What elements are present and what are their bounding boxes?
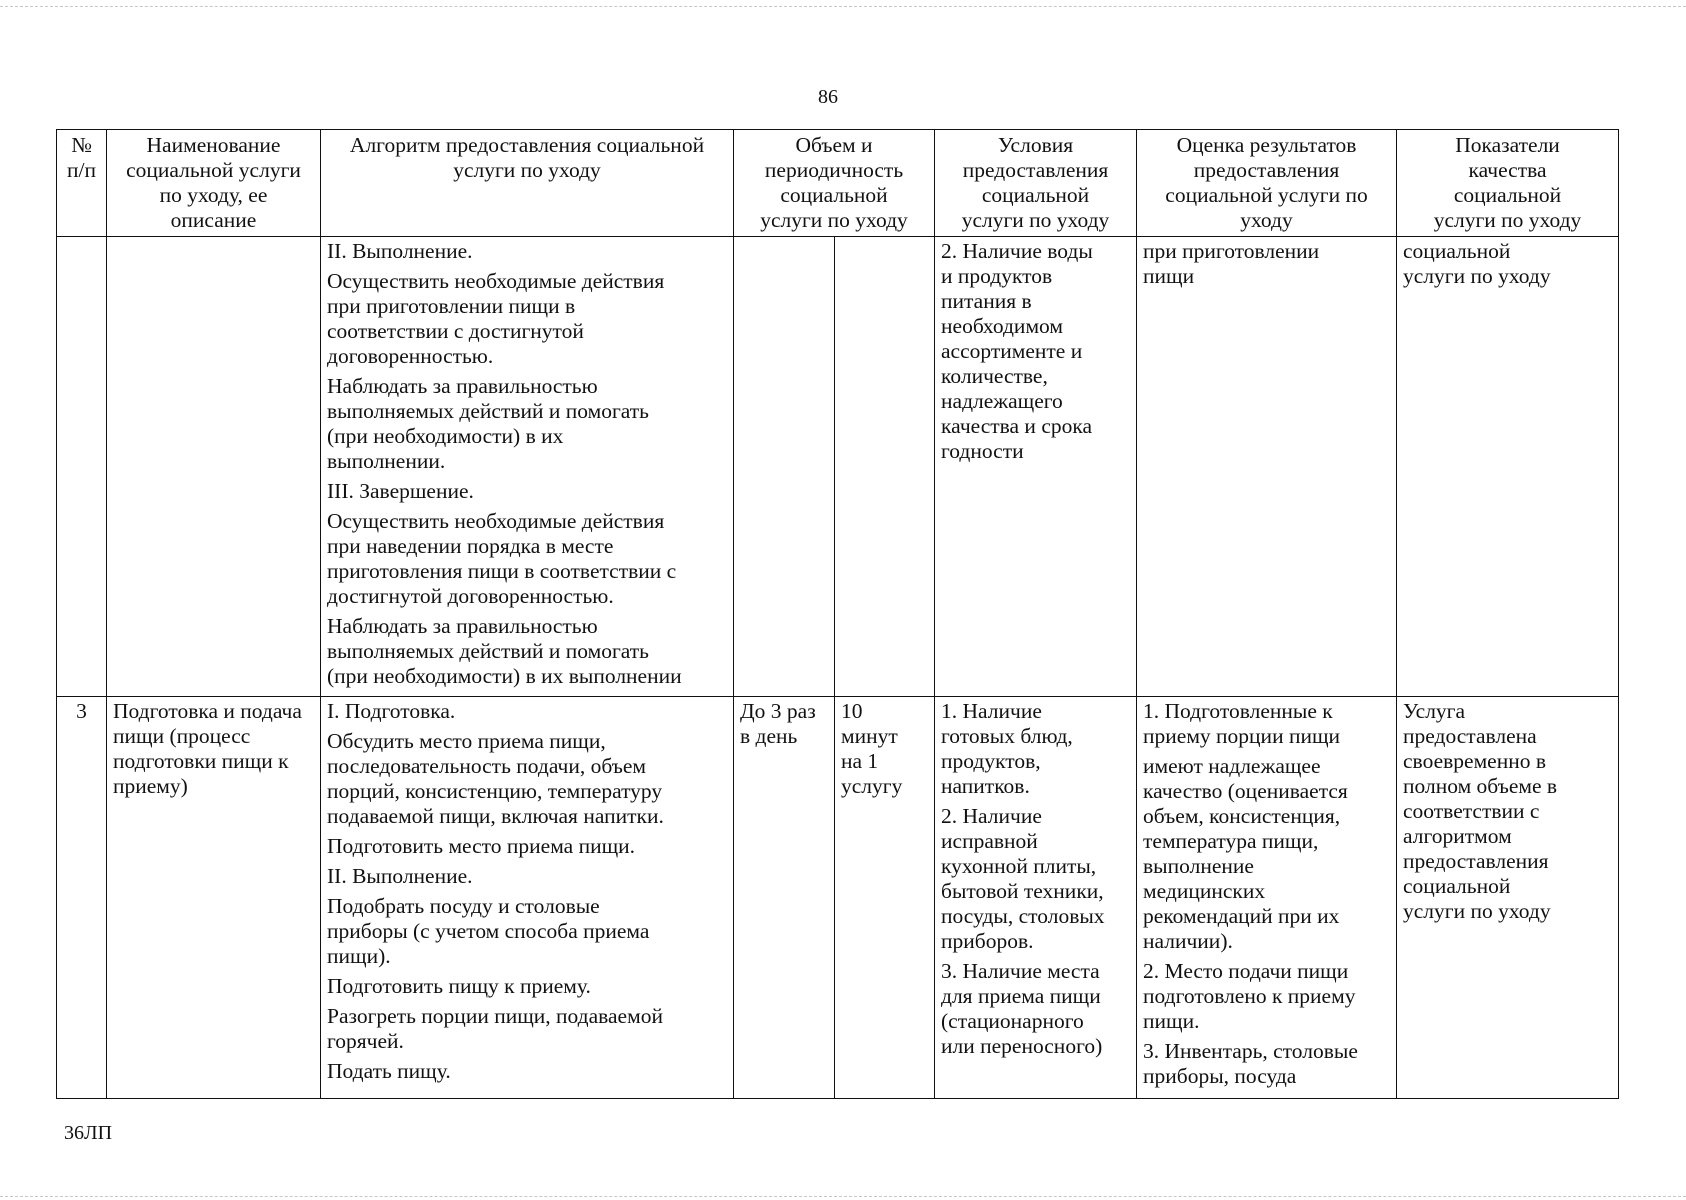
cell-text-line: социальной (1403, 874, 1511, 898)
cell-text-line: Наименование (146, 133, 281, 157)
cell-quality (1397, 697, 1619, 1099)
cell-text-line: Подготовка и подача (113, 699, 302, 723)
cell-text-line: выполнение (1143, 854, 1254, 878)
cell-text-line: горячей. (327, 1029, 404, 1053)
cell-service-name (107, 237, 321, 697)
cell-text-line: или переносного) (941, 1034, 1103, 1058)
cell-paragraph (941, 804, 1130, 954)
cell-text-line: (при необходимости) в их (327, 424, 564, 448)
cell-text-line: Условия (997, 133, 1074, 157)
cell-text-line: при приготовлении пищи в (327, 294, 576, 318)
cell-text-line: в день (740, 724, 798, 748)
cell-text-line: приему) (113, 774, 188, 798)
cell-text-line: Разогреть порции пищи, подаваемой (327, 1004, 663, 1028)
cell-text-line: Подобрать посуду и столовые (327, 894, 600, 918)
cell-text-line: годности (941, 439, 1024, 463)
cell-volume (734, 237, 835, 697)
header-quality (1397, 130, 1619, 237)
cell-text-line: алгоритмом (1403, 824, 1512, 848)
cell-text-line: услуги по уходу (453, 158, 601, 182)
cell-text-line: социальной услуги по (1165, 183, 1368, 207)
cell-paragraph (327, 374, 727, 474)
cell-text-line: услуги по уходу (760, 208, 908, 232)
cell-text-line: подготовки пищи к (113, 749, 289, 773)
cell-paragraph (1143, 1039, 1390, 1089)
cell-text-line: питания в (941, 289, 1032, 313)
cell-text-line: качества и срока (941, 414, 1093, 438)
cell-paragraph (1143, 754, 1390, 954)
cell-text-line: приборов. (941, 929, 1034, 953)
cell-text-line: 1. Наличие (941, 699, 1042, 723)
cell-text-line: наличии). (1143, 929, 1233, 953)
cell-text-line: предоставления (1403, 849, 1549, 873)
cell-paragraph (941, 959, 1130, 1059)
cell-text-line: имеют надлежащее (1143, 754, 1321, 778)
cell-text-line: пищи. (1143, 1009, 1200, 1033)
cell-evaluation (1137, 697, 1397, 1099)
cell-text-line: Услуга (1403, 699, 1466, 723)
cell-text-line: социальной (981, 183, 1090, 207)
cell-volume (734, 697, 835, 1099)
cell-text-line: п/п (67, 158, 96, 182)
cell-text-line: социальной (780, 183, 888, 207)
cell-text-line: пищи). (327, 944, 391, 968)
cell-text-line: качество (оценивается (1143, 779, 1348, 803)
cell-text-line: уходу (1240, 208, 1293, 232)
cell-text-line: качества (1468, 158, 1547, 182)
cell-text-line: объем, консистенция, (1143, 804, 1341, 828)
cell-text-line: при приготовлении (1143, 239, 1320, 263)
cell-text-line: До 3 раз (740, 699, 816, 723)
cell-text-line: своевременно в (1403, 749, 1546, 773)
cell-text-line: напитков. (941, 774, 1030, 798)
cell-paragraph (1143, 699, 1390, 749)
cell-text-line: (стационарного (941, 1009, 1084, 1033)
cell-text-line: необходимом (941, 314, 1063, 338)
cell-text-line: приему порции пищи (1143, 724, 1341, 748)
cell-paragraph (1143, 239, 1390, 289)
cell-text-line: достигнутой договоренностью. (327, 584, 614, 608)
header-number (57, 130, 107, 237)
cell-text-line: приборы (с учетом способа приема (327, 919, 650, 943)
cell-text-line: услуги по уходу (961, 208, 1110, 232)
cell-text-line: рекомендаций при их (1143, 904, 1340, 928)
cell-text-line: Подать пищу. (327, 1059, 451, 1083)
cell-text-line: социальной услуги (126, 158, 301, 182)
cell-text-line: выполнении. (327, 449, 446, 473)
cell-text-line: по уходу, ее (159, 183, 268, 207)
cell-text-line: социальной (1403, 239, 1511, 263)
cell-service-name (107, 697, 321, 1099)
cell-paragraph (1143, 959, 1390, 1034)
cell-text-line: Подготовить пищу к приему. (327, 974, 591, 998)
cell-text-line: Наблюдать за правильностью (327, 614, 598, 638)
cell-paragraph (941, 699, 1130, 799)
cell-text-line: Осуществить необходимые действия (327, 269, 665, 293)
cell-text-line: посуды, столовых (941, 904, 1105, 928)
cell-text-line: приготовления пищи в соответствии с (327, 559, 677, 583)
cell-paragraph (327, 509, 727, 609)
cell-text-line: III. Завершение. (327, 479, 474, 503)
cell-paragraph (327, 894, 727, 969)
document-code: 36ЛП (64, 1122, 113, 1144)
table-row (57, 237, 1619, 697)
cell-text-line: надлежащего (941, 389, 1063, 413)
table-row (57, 697, 1619, 1099)
cell-text-line: Алгоритм предоставления социальной (349, 133, 705, 157)
cell-text-line: выполняемых действий и помогать (327, 639, 649, 663)
cell-quality (1397, 237, 1619, 697)
cell-text-line: кухонной плиты, (941, 854, 1097, 878)
cell-text-line: 2. Наличие воды (941, 239, 1093, 263)
cell-text-line: 3. Инвентарь, столовые (1143, 1039, 1358, 1063)
cell-paragraph (327, 729, 727, 829)
cell-text-line: при наведении порядка в месте (327, 534, 614, 558)
cell-periodicity (835, 237, 935, 697)
header-service-name (107, 130, 321, 237)
cell-text-line: 2. Наличие (941, 804, 1042, 828)
cell-text-line: порций, консистенцию, температуру (327, 779, 663, 803)
cell-algorithm (321, 697, 734, 1099)
cell-text-line: Наблюдать за правильностью (327, 374, 598, 398)
cell-text-line: услуги по уходу (1403, 264, 1551, 288)
cell-text-line: предоставления (1193, 158, 1340, 182)
cell-text-line: услуги по уходу (1403, 899, 1551, 923)
cell-paragraph (327, 1004, 727, 1054)
cell-text-line: предоставлена (1403, 724, 1537, 748)
cell-periodicity (835, 697, 935, 1099)
cell-text-line: соответствии с (1403, 799, 1540, 823)
cell-text-line: полном объеме в (1403, 774, 1558, 798)
header-conditions (935, 130, 1137, 237)
cell-number (57, 237, 107, 697)
cell-paragraph (941, 239, 1130, 464)
cell-text-line: пищи (1143, 264, 1195, 288)
cell-text-line: соответствии с достигнутой (327, 319, 584, 343)
cell-paragraph (327, 864, 727, 889)
cell-text-line: выполняемых действий и помогать (327, 399, 649, 423)
cell-text-line: I. Подготовка. (327, 699, 456, 723)
cell-text-line: услуги по уходу (1433, 208, 1582, 232)
cell-text-line: температура пищи, (1143, 829, 1319, 853)
cell-text-line: на 1 (841, 749, 879, 773)
scan-edge-bottom (0, 1196, 1686, 1199)
cell-text-line: количестве, (941, 364, 1048, 388)
cell-text-line: услугу (841, 774, 903, 798)
cell-text-line: ассортименте и (941, 339, 1083, 363)
cell-text-line: приборы, посуда (1143, 1064, 1297, 1088)
header-volume (734, 130, 935, 237)
cell-text-line: социальной (1453, 183, 1562, 207)
cell-text-line: Оценка результатов (1176, 133, 1357, 157)
scan-edge-top (0, 6, 1686, 11)
cell-text-line: продуктов, (941, 749, 1041, 773)
cell-text-line: № (71, 133, 92, 157)
cell-number: 3 (57, 697, 107, 1099)
header-algorithm (321, 130, 734, 237)
cell-text-line: пищи (процесс (113, 724, 251, 748)
cell-algorithm (321, 237, 734, 697)
cell-paragraph (1403, 699, 1612, 924)
cell-text-line: подготовлено к приему (1143, 984, 1356, 1008)
cell-text-line: для приема пищи (941, 984, 1101, 1008)
cell-text-line: описание (170, 208, 257, 232)
cell-text-line: 1. Подготовленные к (1143, 699, 1333, 723)
cell-text-line: медицинских (1143, 879, 1266, 903)
cell-paragraph (327, 269, 727, 369)
cell-text-line: исправной (941, 829, 1038, 853)
cell-text-line: (при необходимости) в их выполнении (327, 664, 682, 688)
cell-evaluation (1137, 237, 1397, 697)
cell-paragraph (327, 239, 727, 264)
cell-conditions (935, 697, 1137, 1099)
header-evaluation (1137, 130, 1397, 237)
cell-paragraph (327, 699, 727, 724)
cell-text-line: II. Выполнение. (327, 239, 473, 263)
cell-paragraph (327, 614, 727, 689)
cell-paragraph (327, 974, 727, 999)
cell-text-line: и продуктов (941, 264, 1053, 288)
cell-text-line: Обсудить место приема пищи, (327, 729, 606, 753)
cell-conditions (935, 237, 1137, 697)
page-number: 86 (818, 86, 838, 108)
cell-text-line: II. Выполнение. (327, 864, 473, 888)
cell-text-line: бытовой техники, (941, 879, 1104, 903)
cell-text-line: 10 (841, 699, 863, 723)
cell-text-line: предоставления (962, 158, 1109, 182)
cell-text-line: 2. Место подачи пищи (1143, 959, 1349, 983)
cell-text-line: подаваемой пищи, включая напитки. (327, 804, 664, 828)
cell-text-line: минут (841, 724, 898, 748)
table-header-row (57, 130, 1619, 237)
cell-text-line: Показатели (1455, 133, 1560, 157)
cell-paragraph (327, 834, 727, 859)
cell-text-line: периодичность (764, 158, 904, 182)
cell-text-line: Подготовить место приема пищи. (327, 834, 636, 858)
cell-text-line: договоренностью. (327, 344, 494, 368)
cell-text-line: 3. Наличие места (941, 959, 1100, 983)
cell-paragraph (327, 1059, 727, 1084)
cell-text-line: Объем и (795, 133, 873, 157)
services-table (56, 129, 1619, 1099)
cell-text-line: готовых блюд, (941, 724, 1073, 748)
cell-paragraph (327, 479, 727, 504)
cell-text-line: Осуществить необходимые действия (327, 509, 665, 533)
cell-paragraph (1403, 239, 1612, 289)
cell-text-line: последовательность подачи, объем (327, 754, 646, 778)
